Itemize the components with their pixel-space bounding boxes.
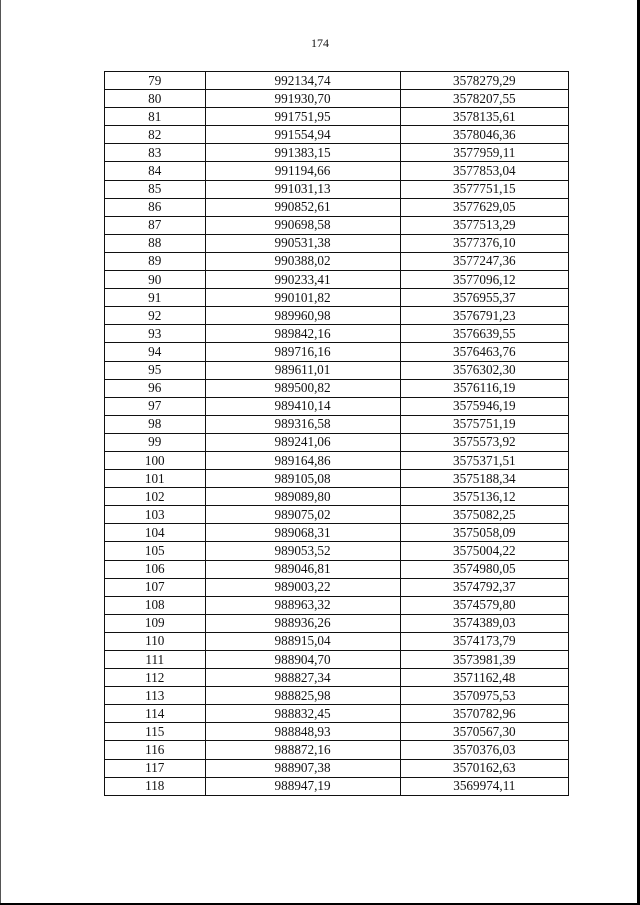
y-coordinate-cell: 3577853,04 — [400, 162, 568, 180]
y-coordinate-cell: 3575751,19 — [400, 415, 568, 433]
x-coordinate-cell: 988832,45 — [205, 705, 400, 723]
y-coordinate-cell: 3570162,63 — [400, 759, 568, 777]
point-number-cell: 115 — [105, 723, 206, 741]
table-row — [105, 578, 569, 596]
y-coordinate-cell: 3575082,25 — [400, 506, 568, 524]
table-row — [105, 252, 569, 270]
y-coordinate-cell: 3574792,37 — [400, 578, 568, 596]
x-coordinate-cell: 989068,31 — [205, 524, 400, 542]
x-coordinate-cell: 990233,41 — [205, 271, 400, 289]
y-coordinate-cell: 3575058,09 — [400, 524, 568, 542]
y-coordinate-cell: 3577513,29 — [400, 216, 568, 234]
table-row — [105, 596, 569, 614]
point-number-cell: 89 — [105, 252, 206, 270]
point-number-cell: 91 — [105, 289, 206, 307]
point-number-cell: 112 — [105, 669, 206, 687]
table-row — [105, 632, 569, 650]
table-row — [105, 325, 569, 343]
table-row — [105, 397, 569, 415]
x-coordinate-cell: 991031,13 — [205, 180, 400, 198]
point-number-cell: 88 — [105, 234, 206, 252]
y-coordinate-cell: 3575136,12 — [400, 488, 568, 506]
table-row — [105, 451, 569, 469]
y-coordinate-cell: 3574389,03 — [400, 614, 568, 632]
x-coordinate-cell: 990101,82 — [205, 289, 400, 307]
x-coordinate-cell: 989164,86 — [205, 451, 400, 469]
y-coordinate-cell: 3570376,03 — [400, 741, 568, 759]
point-number-cell: 100 — [105, 451, 206, 469]
x-coordinate-cell: 991751,95 — [205, 108, 400, 126]
x-coordinate-cell: 988848,93 — [205, 723, 400, 741]
table-row — [105, 415, 569, 433]
table-row — [105, 433, 569, 451]
point-number-cell: 79 — [105, 72, 206, 90]
y-coordinate-cell: 3575188,34 — [400, 470, 568, 488]
point-number-cell: 118 — [105, 777, 206, 795]
point-number-cell: 102 — [105, 488, 206, 506]
table-row — [105, 216, 569, 234]
point-number-cell: 98 — [105, 415, 206, 433]
point-number-cell: 104 — [105, 524, 206, 542]
x-coordinate-cell: 989053,52 — [205, 542, 400, 560]
table-row — [105, 705, 569, 723]
y-coordinate-cell: 3574980,05 — [400, 560, 568, 578]
point-number-cell: 99 — [105, 433, 206, 451]
point-number-cell: 114 — [105, 705, 206, 723]
point-number-cell: 110 — [105, 632, 206, 650]
point-number-cell: 117 — [105, 759, 206, 777]
table-row — [105, 108, 569, 126]
y-coordinate-cell: 3577247,36 — [400, 252, 568, 270]
y-coordinate-cell: 3571162,48 — [400, 669, 568, 687]
y-coordinate-cell: 3570975,53 — [400, 687, 568, 705]
point-number-cell: 85 — [105, 180, 206, 198]
coordinates-table-body — [105, 72, 569, 796]
y-coordinate-cell: 3575946,19 — [400, 397, 568, 415]
x-coordinate-cell: 991194,66 — [205, 162, 400, 180]
table-row — [105, 307, 569, 325]
y-coordinate-cell: 3576302,30 — [400, 361, 568, 379]
table-row — [105, 271, 569, 289]
point-number-cell: 93 — [105, 325, 206, 343]
table-row — [105, 488, 569, 506]
table-row — [105, 506, 569, 524]
x-coordinate-cell: 988915,04 — [205, 632, 400, 650]
point-number-cell: 103 — [105, 506, 206, 524]
table-row — [105, 180, 569, 198]
point-number-cell: 86 — [105, 198, 206, 216]
point-number-cell: 111 — [105, 651, 206, 669]
point-number-cell: 105 — [105, 542, 206, 560]
y-coordinate-cell: 3577096,12 — [400, 271, 568, 289]
x-coordinate-cell: 989003,22 — [205, 578, 400, 596]
table-row — [105, 343, 569, 361]
x-coordinate-cell: 988963,32 — [205, 596, 400, 614]
point-number-cell: 113 — [105, 687, 206, 705]
y-coordinate-cell: 3569974,11 — [400, 777, 568, 795]
y-coordinate-cell: 3576791,23 — [400, 307, 568, 325]
table-row — [105, 669, 569, 687]
x-coordinate-cell: 989500,82 — [205, 379, 400, 397]
point-number-cell: 108 — [105, 596, 206, 614]
point-number-cell: 87 — [105, 216, 206, 234]
table-row — [105, 470, 569, 488]
y-coordinate-cell: 3576116,19 — [400, 379, 568, 397]
x-coordinate-cell: 988825,98 — [205, 687, 400, 705]
x-coordinate-cell: 989046,81 — [205, 560, 400, 578]
point-number-cell: 97 — [105, 397, 206, 415]
y-coordinate-cell: 3578046,36 — [400, 126, 568, 144]
x-coordinate-cell: 991930,70 — [205, 90, 400, 108]
x-coordinate-cell: 988827,34 — [205, 669, 400, 687]
y-coordinate-cell: 3577751,15 — [400, 180, 568, 198]
y-coordinate-cell: 3576639,55 — [400, 325, 568, 343]
table-row — [105, 723, 569, 741]
x-coordinate-cell: 988936,26 — [205, 614, 400, 632]
y-coordinate-cell: 3575371,51 — [400, 451, 568, 469]
x-coordinate-cell: 990698,58 — [205, 216, 400, 234]
point-number-cell: 109 — [105, 614, 206, 632]
x-coordinate-cell: 989241,06 — [205, 433, 400, 451]
point-number-cell: 81 — [105, 108, 206, 126]
y-coordinate-cell: 3577959,11 — [400, 144, 568, 162]
table-row — [105, 614, 569, 632]
table-row — [105, 198, 569, 216]
table-row — [105, 560, 569, 578]
x-coordinate-cell: 990531,38 — [205, 234, 400, 252]
x-coordinate-cell: 988872,16 — [205, 741, 400, 759]
x-coordinate-cell: 989960,98 — [205, 307, 400, 325]
y-coordinate-cell: 3574579,80 — [400, 596, 568, 614]
x-coordinate-cell: 990852,61 — [205, 198, 400, 216]
table-row — [105, 542, 569, 560]
y-coordinate-cell: 3577629,05 — [400, 198, 568, 216]
point-number-cell: 116 — [105, 741, 206, 759]
table-row — [105, 524, 569, 542]
x-coordinate-cell: 989842,16 — [205, 325, 400, 343]
y-coordinate-cell: 3570567,30 — [400, 723, 568, 741]
table-row — [105, 72, 569, 90]
point-number-cell: 95 — [105, 361, 206, 379]
point-number-cell: 83 — [105, 144, 206, 162]
point-number-cell: 101 — [105, 470, 206, 488]
page-edge-left — [0, 0, 1, 905]
y-coordinate-cell: 3578135,61 — [400, 108, 568, 126]
point-number-cell: 106 — [105, 560, 206, 578]
table-row — [105, 777, 569, 795]
x-coordinate-cell: 988907,38 — [205, 759, 400, 777]
point-number-cell: 84 — [105, 162, 206, 180]
x-coordinate-cell: 991383,15 — [205, 144, 400, 162]
x-coordinate-cell: 989089,80 — [205, 488, 400, 506]
point-number-cell: 92 — [105, 307, 206, 325]
point-number-cell: 107 — [105, 578, 206, 596]
x-coordinate-cell: 988947,19 — [205, 777, 400, 795]
table-row — [105, 361, 569, 379]
y-coordinate-cell: 3578279,29 — [400, 72, 568, 90]
table-row — [105, 379, 569, 397]
point-number-cell: 82 — [105, 126, 206, 144]
table-row — [105, 651, 569, 669]
x-coordinate-cell: 989611,01 — [205, 361, 400, 379]
table-row — [105, 289, 569, 307]
x-coordinate-cell: 989105,08 — [205, 470, 400, 488]
point-number-cell: 96 — [105, 379, 206, 397]
table-row — [105, 687, 569, 705]
point-number-cell: 90 — [105, 271, 206, 289]
y-coordinate-cell: 3576463,76 — [400, 343, 568, 361]
y-coordinate-cell: 3577376,10 — [400, 234, 568, 252]
y-coordinate-cell: 3575573,92 — [400, 433, 568, 451]
y-coordinate-cell: 3570782,96 — [400, 705, 568, 723]
y-coordinate-cell: 3576955,37 — [400, 289, 568, 307]
table-row — [105, 90, 569, 108]
y-coordinate-cell: 3575004,22 — [400, 542, 568, 560]
table-row — [105, 144, 569, 162]
x-coordinate-cell: 989716,16 — [205, 343, 400, 361]
x-coordinate-cell: 989075,02 — [205, 506, 400, 524]
table-row — [105, 759, 569, 777]
page-number: 174 — [311, 36, 329, 50]
x-coordinate-cell: 990388,02 — [205, 252, 400, 270]
y-coordinate-cell: 3573981,39 — [400, 651, 568, 669]
x-coordinate-cell: 991554,94 — [205, 126, 400, 144]
coordinates-table — [104, 71, 569, 796]
x-coordinate-cell: 989316,58 — [205, 415, 400, 433]
table-row — [105, 126, 569, 144]
x-coordinate-cell: 989410,14 — [205, 397, 400, 415]
y-coordinate-cell: 3574173,79 — [400, 632, 568, 650]
x-coordinate-cell: 992134,74 — [205, 72, 400, 90]
y-coordinate-cell: 3578207,55 — [400, 90, 568, 108]
table-row — [105, 234, 569, 252]
x-coordinate-cell: 988904,70 — [205, 651, 400, 669]
point-number-cell: 80 — [105, 90, 206, 108]
table-row — [105, 162, 569, 180]
table-row — [105, 741, 569, 759]
point-number-cell: 94 — [105, 343, 206, 361]
